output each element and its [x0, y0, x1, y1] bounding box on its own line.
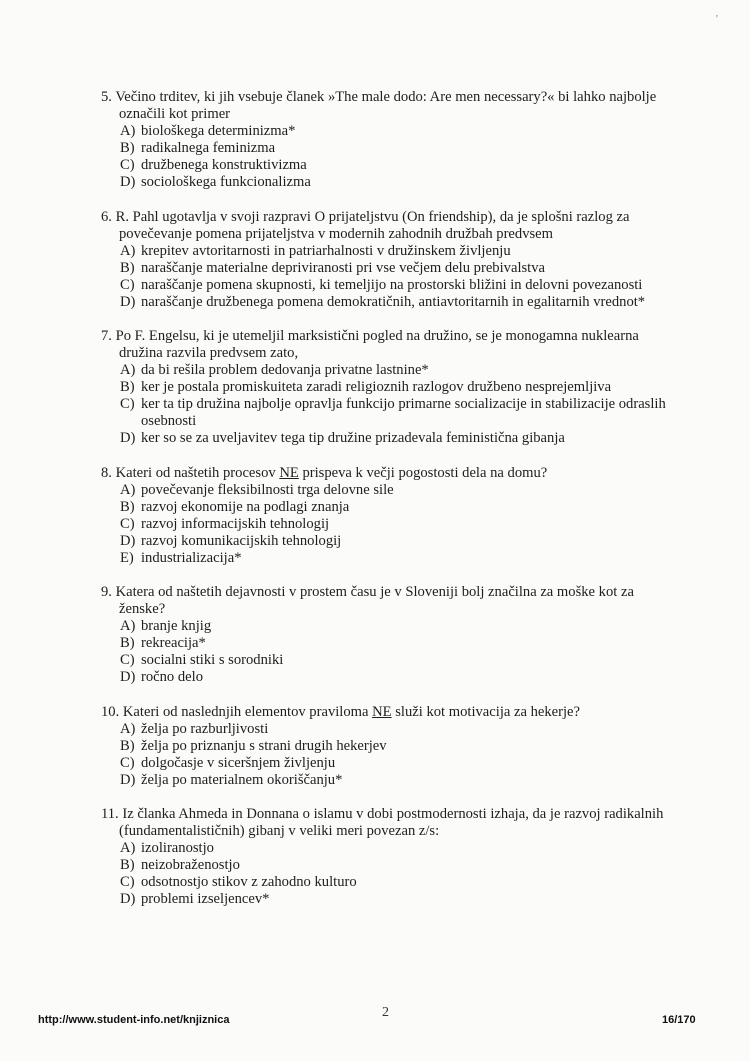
option-text: želja po priznanju s strani drugih hekerjev: [141, 737, 387, 754]
answer-option: [101, 379, 681, 396]
option-letter: B): [120, 737, 135, 754]
option-text: razvoj komunikacijskih tehnologij: [141, 532, 342, 549]
option-text: naraščanje družbenega pomena demokratičnih, antiavtoritarnih in egalitarnih vrednot*: [141, 293, 646, 310]
option-text: ker so se za uveljavitev tega tip družine prizadevala feministična gibanja: [141, 430, 565, 446]
page-count: 16/170: [662, 1014, 696, 1026]
option-text: naraščanje materialne depriviranosti pri vse večjem delu prebivalstva: [141, 259, 546, 276]
question-q9: [101, 584, 681, 686]
option-letter: D): [120, 771, 136, 788]
question-text: [101, 584, 681, 618]
option-text: ker ta tip družina najbolje opravlja funkcijo primarne socializacije in stabilizacije odraslih osebnosti: [141, 396, 666, 429]
option-text: povečevanje fleksibilnosti trga delovne sile: [141, 481, 394, 498]
answer-option: [101, 430, 681, 447]
option-text: ker je postala promiskuiteta zaradi religioznih razlogov družbeno nesprejemljiva: [141, 379, 612, 395]
question-text-segment: 10. Kateri od naslednjih elementov praviloma: [101, 703, 373, 720]
option-text: neizobraženostjo: [141, 857, 240, 873]
answer-option: [101, 652, 681, 669]
question-text: [101, 328, 681, 362]
question-text: [101, 704, 681, 721]
question-q7: [101, 328, 681, 447]
option-letter: A): [120, 242, 136, 259]
answer-option: [101, 243, 681, 260]
scan-speck: ': [716, 14, 718, 25]
answer-option: [101, 891, 681, 908]
question-text-segment: prispeva k večji pogostosti dela na domu?: [298, 464, 548, 481]
question-text: [101, 209, 681, 243]
answer-option: [101, 123, 681, 140]
answer-option: [101, 260, 681, 277]
option-text: branje knjig: [141, 618, 212, 634]
question-text-segment: 11. Iz članka Ahmeda in Donnana o islamu v dobi postmodernosti izhaja, da je razvoj radikalnih (fundamentalističnih) gibanj v veliki meri povezan z/s:: [101, 806, 664, 839]
option-text: naraščanje pomena skupnosti, ki temeljijo na prostorski bližini in delovni povezanosti: [141, 276, 643, 293]
answer-option: [101, 738, 681, 755]
question-text-segment: 5. Večino trditev, ki jih vsebuje članek »The male dodo: Are men necessary?« bi lahko najbolje označili kot primer: [101, 89, 657, 122]
option-text: industrializacija*: [141, 549, 242, 566]
answer-options: [101, 618, 681, 686]
option-text: odsotnostjo stikov z zahodno kulturo: [141, 874, 357, 890]
option-letter: D): [120, 174, 136, 190]
option-letter: B): [120, 140, 135, 156]
option-text: biološkega determinizma*: [141, 123, 296, 139]
option-text: razvoj informacijskih tehnologij: [141, 515, 330, 532]
option-letter: C): [120, 515, 135, 532]
question-q5: [101, 89, 681, 191]
answer-option: [101, 755, 681, 772]
answer-option: [101, 396, 681, 430]
answer-option: [101, 721, 681, 738]
question-text: [101, 806, 681, 840]
option-letter: D): [120, 430, 136, 446]
answer-options: [101, 243, 681, 311]
page-number: 2: [382, 1005, 389, 1020]
option-text: družbenega konstruktivizma: [141, 157, 307, 173]
emphasis-negation: NE: [279, 464, 299, 481]
option-text: problemi izseljencev*: [141, 891, 270, 907]
answer-option: [101, 635, 681, 652]
answer-option: [101, 669, 681, 686]
answer-option: [101, 277, 681, 294]
answer-option: [101, 874, 681, 891]
option-text: radikalnega feminizma: [141, 140, 276, 156]
answer-option: [101, 840, 681, 857]
answer-option: [101, 157, 681, 174]
question-text-segment: 7. Po F. Engelsu, ki je utemeljil marksistični pogled na družino, se je monogamna nuklearna družina razvila predvsem zato,: [101, 328, 639, 361]
option-text: želja po materialnem okoriščanju*: [141, 771, 343, 788]
option-letter: A): [120, 720, 136, 737]
question-text-segment: služi kot motivacija za hekerje?: [391, 703, 581, 720]
option-letter: C): [120, 396, 135, 412]
answer-option: [101, 362, 681, 379]
option-letter: B): [120, 379, 135, 395]
answer-options: [101, 482, 681, 567]
answer-option: [101, 618, 681, 635]
answer-options: [101, 840, 681, 908]
option-letter: C): [120, 157, 135, 173]
question-text: [101, 89, 681, 123]
answer-option: [101, 174, 681, 191]
question-text-segment: 6. R. Pahl ugotavlja v svoji razpravi O prijateljstvu (On friendship), da je splošni razlog za povečevanje pomena prijateljstva v modernih zahodnih družbah predvsem: [101, 208, 630, 242]
footer-url[interactable]: http://www.student-info.net/knjiznica: [38, 1014, 230, 1026]
answer-option: [101, 550, 681, 567]
option-letter: C): [120, 874, 135, 890]
option-text: dolgočasje v siceršnjem življenju: [141, 754, 336, 771]
option-text: želja po razburljivosti: [141, 720, 269, 737]
emphasis-negation: NE: [372, 703, 392, 720]
option-letter: B): [120, 857, 135, 873]
question-list: [101, 89, 681, 926]
option-text: rekreacija*: [141, 635, 206, 651]
answer-option: [101, 140, 681, 157]
question-text-segment: 8. Kateri od naštetih procesov: [101, 464, 280, 481]
option-letter: A): [120, 123, 136, 139]
question-q10: [101, 704, 681, 789]
answer-option: [101, 772, 681, 789]
option-text: izoliranostjo: [141, 840, 214, 856]
option-text: da bi rešila problem dedovanja privatne lastnine*: [141, 362, 429, 378]
answer-option: [101, 499, 681, 516]
answer-option: [101, 533, 681, 550]
option-letter: D): [120, 891, 136, 907]
option-letter: E): [120, 549, 134, 566]
option-letter: A): [120, 481, 136, 498]
option-letter: C): [120, 652, 135, 668]
option-letter: A): [120, 840, 136, 856]
option-text: ročno delo: [141, 669, 204, 685]
answer-option: [101, 857, 681, 874]
option-letter: B): [120, 498, 135, 515]
option-letter: D): [120, 532, 136, 549]
question-q8: [101, 465, 681, 567]
answer-options: [101, 123, 681, 191]
question-q11: [101, 806, 681, 908]
option-letter: C): [120, 754, 135, 771]
option-letter: A): [120, 618, 136, 634]
answer-option: [101, 482, 681, 499]
answer-options: [101, 362, 681, 447]
option-letter: D): [120, 669, 136, 685]
option-text: socialni stiki s sorodniki: [141, 652, 284, 668]
option-letter: C): [120, 276, 135, 293]
option-letter: D): [120, 293, 136, 310]
option-text: sociološkega funkcionalizma: [141, 174, 311, 190]
question-text: [101, 465, 681, 482]
option-letter: B): [120, 259, 135, 276]
answer-options: [101, 721, 681, 789]
option-text: razvoj ekonomije na podlagi znanja: [141, 498, 350, 515]
answer-option: [101, 516, 681, 533]
option-letter: A): [120, 362, 136, 378]
answer-option: [101, 294, 681, 311]
option-text: krepitev avtoritarnosti in patriarhalnosti v družinskem življenju: [141, 242, 511, 259]
question-q6: [101, 209, 681, 311]
question-text-segment: 9. Katera od naštetih dejavnosti v prostem času je v Sloveniji bolj značilna za moške kot za ženske?: [101, 584, 634, 617]
option-letter: B): [120, 635, 135, 651]
